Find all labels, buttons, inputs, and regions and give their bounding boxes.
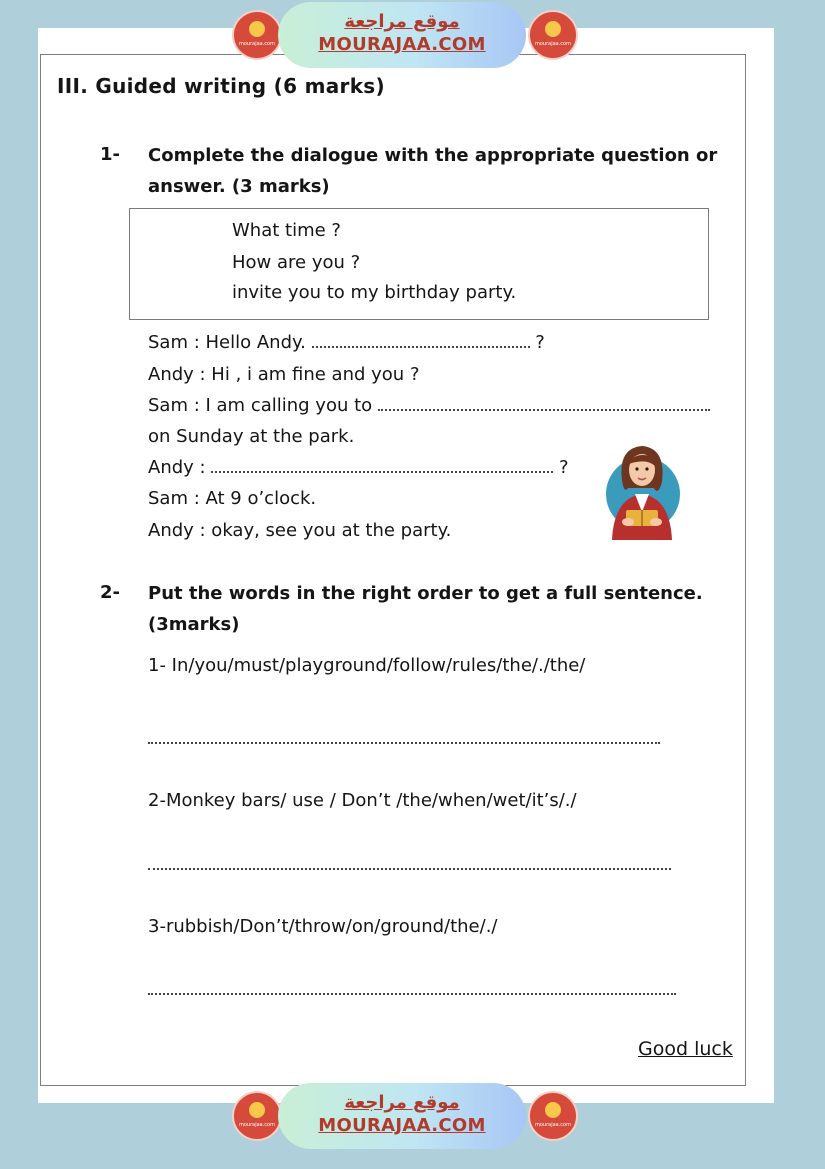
watermark-top (232, 2, 578, 68)
dialogue-line-1: Sam : Hello Andy. ? (148, 332, 545, 353)
answer-blank[interactable] (378, 395, 710, 411)
logo-icon (249, 1102, 265, 1118)
answer-line-3[interactable] (148, 993, 676, 995)
scrambled-sentence-2: 2-Monkey bars/ use / Don’t /the/when/wet/it’s/./ (148, 790, 577, 811)
dialogue-line-2: Andy : Hi , i am fine and you ? (148, 364, 420, 385)
answer-line-2[interactable] (148, 868, 671, 870)
dialogue-line-4: on Sunday at the park. (148, 426, 355, 447)
logo-icon (545, 21, 561, 37)
question-2-number: 2- (100, 582, 120, 603)
dialogue-line-6: Sam : At 9 o’clock. (148, 488, 317, 509)
dialogue-line-3: Sam : I am calling you to (148, 394, 710, 418)
good-luck-note: Good luck (638, 1038, 733, 1060)
question-1-instruction: Complete the dialogue with the appropriate question or answer. (3 marks) (148, 145, 718, 197)
logo-badge-right: mourajaa.com (528, 10, 578, 60)
watermark-arabic: موقع مراجعة (344, 1092, 460, 1113)
watermark-bottom (232, 1083, 578, 1149)
answer-blank[interactable] (211, 457, 553, 473)
logo-badge-right: mourajaa.com (528, 1091, 578, 1141)
dialogue-line-7: Andy : okay, see you at the party. (148, 520, 452, 541)
section-title: III. Guided writing (6 marks) (57, 74, 385, 98)
watermark-site-link[interactable]: MOURAJAA.COM (318, 1115, 486, 1136)
watermark-banner[interactable] (278, 1083, 526, 1149)
logo-badge-left: mourajaa.com (232, 10, 282, 60)
options-box (129, 208, 709, 320)
answer-blank[interactable] (312, 332, 530, 348)
option-item: How are you ? (232, 252, 361, 273)
dialogue-line-5: Andy : ? (148, 457, 569, 478)
answer-line-1[interactable] (148, 742, 660, 744)
teacher-illustration (598, 436, 684, 544)
option-item: invite you to my birthday party. (232, 282, 517, 303)
option-item: What time ? (232, 220, 341, 241)
scrambled-sentence-1: 1- In/you/must/playground/follow/rules/the/./the/ (148, 655, 586, 676)
question-1-number: 1- (100, 144, 120, 165)
logo-badge-left: mourajaa.com (232, 1091, 282, 1141)
watermark-banner[interactable] (278, 2, 526, 68)
watermark-arabic: موقع مراجعة (344, 11, 460, 32)
logo-icon (545, 1102, 561, 1118)
question-2-instruction: Put the words in the right order to get a full sentence. (3marks) (148, 583, 703, 635)
logo-icon (249, 21, 265, 37)
scrambled-sentence-3: 3-rubbish/Don’t/throw/on/ground/the/./ (148, 916, 498, 937)
watermark-site-link[interactable]: MOURAJAA.COM (318, 34, 486, 55)
